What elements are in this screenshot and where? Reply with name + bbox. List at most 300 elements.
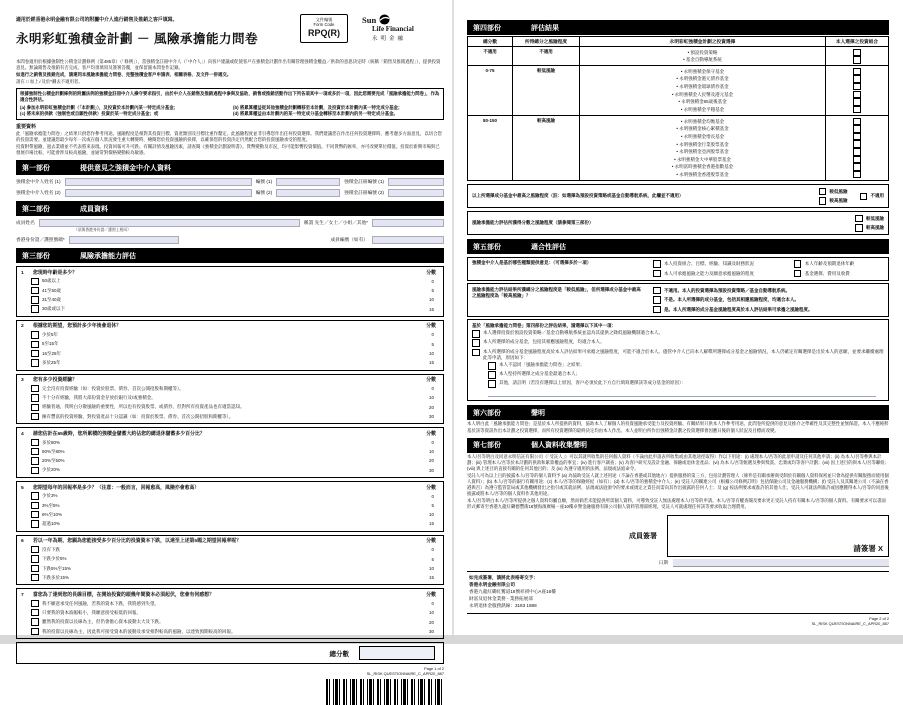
checkbox[interactable]	[794, 260, 802, 268]
page-1	[8, 6, 450, 677]
option-score: 5	[431, 341, 434, 347]
member-name-row	[16, 219, 444, 227]
option-label: 16至25年	[42, 350, 62, 356]
checkbox[interactable]	[31, 296, 39, 304]
question-option	[21, 331, 439, 339]
option-score: 10	[428, 351, 434, 357]
department: 財富及退休金業務 - 業務拓展部	[469, 595, 533, 601]
option-label: 沒有下跌	[42, 546, 60, 552]
pics-paragraph: 本人/吾等明白及同意永明信託有限公司（「受託人」）可以其就所收集的任何個人資料（不論由此申請表所收集或由其他途徑取得）作以下用途：(i) 處理本人/吾等的此項申請及任何其他申請；(ii) 為本人/吾等參與本計劃；(iii) 管理本人/吾等於本計劃的供款和累算權益的事宜；(iv) 進行客戶調查；(v) 為客戶研究及設計金融、保險或退休金產品；(vi) 為本人/吾等甄選及參與獎賞、忠實或均等客戶計劃；(vii) 因上述目的與本人/吾等聯絡；(viii) 與上述目的直接有關的任何其他目的；及 (ix) 為遵守適用的法例、法規或法庭命令。	[467, 453, 889, 471]
question-block	[16, 588, 444, 639]
option-label: 20%至50%	[42, 458, 65, 464]
total-score-row	[16, 642, 444, 664]
checkbox-option	[653, 306, 884, 314]
option-label: 其他，請註明（若沒有選擇以上原因，客戶必須於此下方自行填寫選擇該等成分基金的原因）：	[499, 380, 686, 386]
intermediary-name-input-2[interactable]	[65, 189, 252, 197]
score-risk-note	[467, 211, 889, 235]
fund-option: • 基金自動導航系統	[683, 57, 722, 63]
checkbox[interactable]	[31, 457, 39, 465]
option-label: 下跌5%至15%	[42, 565, 72, 571]
checkbox[interactable]	[31, 404, 39, 412]
company-name: 香港永明金融有限公司	[469, 582, 515, 588]
score-header: 分數	[426, 539, 436, 545]
score-header: 分數	[426, 431, 436, 437]
option-score: 30	[428, 467, 434, 473]
question-option	[21, 296, 439, 304]
checkbox[interactable]	[31, 600, 39, 608]
option-label: 較高風險	[866, 225, 884, 230]
checkbox[interactable]	[31, 385, 39, 393]
fund-option: • 永明強積金增長基金	[680, 133, 725, 139]
notice-item: (d) 將累算權益由本計劃內的某一特定成分基金轉移至本計劃內的另一特定成分基金。	[233, 110, 398, 116]
option-label: 我不願意承受任何風險，若我的資本下跌，我將感到失望。	[42, 600, 159, 606]
checkbox[interactable]	[31, 448, 39, 456]
suitability-option	[472, 339, 884, 347]
total-score-input[interactable]	[359, 646, 435, 660]
checkbox-option	[819, 188, 848, 196]
part2-title: 成員資料	[80, 205, 108, 213]
option-label: 多於80%	[42, 439, 61, 445]
page-2	[459, 6, 895, 635]
option-score: 10	[428, 512, 434, 518]
checkbox[interactable]	[31, 439, 39, 447]
question-option	[21, 467, 439, 475]
score-header: 分數	[426, 270, 436, 276]
option-label: 不適用。本人的投資選擇為預設投資策略／基金自動導航系統。	[664, 287, 791, 293]
part2-header	[16, 201, 444, 216]
member-name-note: （須與香港身份證／護照上相同）	[74, 228, 131, 233]
signature-label: 成員簽署	[629, 533, 657, 541]
signature-box[interactable]	[667, 515, 889, 557]
fund-option: • 永明強積金港元債券基金	[676, 76, 729, 82]
checkbox[interactable]	[472, 339, 480, 347]
question-option	[21, 350, 439, 358]
option-label: 是。本人所選擇的成分基金風險程度高於本人評估結果可承擔之風險程度。	[664, 306, 813, 312]
total-score-label: 總分數	[329, 650, 349, 658]
risk-level: 較低風險	[513, 66, 580, 116]
table-row	[468, 116, 889, 181]
question-number: 7	[21, 592, 24, 598]
question-option	[21, 520, 439, 528]
option-label: 經驗普通，我明白分散風險的重要性，所以也有投資股票、或債券，但對所有投資產品也有適當認知。	[42, 404, 245, 410]
option-label: 下跌多於15%	[42, 574, 70, 580]
option-score: 15	[428, 360, 434, 366]
checkbox[interactable]	[853, 56, 861, 64]
question-option	[21, 341, 439, 349]
advice-basis-options	[653, 260, 884, 277]
intermediary-reg-label-1: 強積金註冊編號 (1)	[344, 179, 384, 185]
intermediary-code-label-1: 編號 (1)	[255, 179, 273, 185]
part4-header-row	[468, 37, 889, 47]
sunlife-globe-icon	[379, 14, 390, 25]
question-title: 根據您的期望，您預計多少年後會退休？	[33, 324, 122, 330]
part6-header	[467, 405, 889, 420]
checkbox[interactable]	[31, 574, 39, 582]
page-divider	[452, 0, 454, 635]
checkbox-option	[653, 260, 784, 268]
checkbox[interactable]	[488, 380, 496, 388]
checkbox[interactable]	[31, 467, 39, 475]
checkbox[interactable]	[853, 171, 861, 179]
notice-lead: 根據強制性公積金計劃條例的附屬法例的強積金註冊中介人操守要求指引，由於中介人在銷售及推銷過程中參與及協助，銷售或推銷活動作出下列各項其中一項或多於一項，因此您需要完成「風險承擔能力問卷」，作為適合性評估。	[20, 91, 440, 103]
checkbox[interactable]	[31, 511, 39, 519]
fund-option: • 永明強積金亞洲股票基金	[676, 149, 729, 155]
question-block	[16, 266, 444, 317]
risk-mismatch-options	[653, 287, 884, 314]
checkbox[interactable]	[853, 140, 861, 148]
option-label: 少於5年	[42, 332, 59, 338]
question-title: 請您估計在65歲時，您所累積的強積金儲蓄大約佔您的總退休儲蓄多少百分比？	[33, 431, 205, 437]
option-score: 0	[431, 547, 434, 553]
suitability-choice-options	[472, 330, 884, 397]
part4-body	[468, 47, 889, 181]
intermediary-code-input-1[interactable]	[276, 178, 340, 186]
question-option	[21, 404, 439, 412]
question-option	[21, 609, 439, 617]
question-number: 4	[21, 431, 24, 437]
suitability-sub-option	[488, 371, 884, 379]
checkbox[interactable]	[31, 555, 39, 563]
option-score: 10	[428, 449, 434, 455]
suitability-option	[472, 349, 884, 361]
question-option	[21, 546, 439, 554]
score-range: 0-75	[468, 66, 513, 116]
pics-paragraph: 本人/吾等明白本人/吾等所提供之個人資料均屬自願，然而倘若未能提供所需個人資料，可導致受託人無法處理本人/吾等的申請。本人/吾等有權查閱及要求更正受託人持有有關本人/吾等的個人資料。有關要求可以書面形式郵寄至香港九龍紅磡德豐街18號海濱廣場一座10樓卓譽金融服務有限公司個人資料管理部經理。受託人可就處理任何該等要求收取合理費用。	[467, 498, 886, 510]
intermediary-code-input-2[interactable]	[276, 189, 340, 197]
checkbox[interactable]	[31, 305, 39, 313]
option-label: 本人可承擔風險之能力及願意承擔風險的程度	[664, 270, 755, 276]
member-id-row	[16, 236, 444, 244]
question-title: 若以一年為期，您願為您能接受多少百分比的投資資本下跌，以達至上述第5題之期望回報率呢？	[33, 539, 242, 545]
date-row	[467, 559, 889, 567]
option-label: 本人不認同「風險承擔能力問卷」之結果；	[499, 362, 585, 368]
notice-item: (b) 將累算權益從其他強積金計劃轉移至本計劃，及投資於本計劃內某一特定成分基金；	[233, 104, 403, 110]
option-score: 0	[431, 439, 434, 445]
question-block	[16, 427, 444, 478]
checkbox[interactable]	[472, 349, 480, 357]
checkbox[interactable]	[31, 609, 39, 617]
score-header: 分數	[426, 324, 436, 330]
page2-form-reference: SL_RISK QUESTIONNAIRE_C_APR20_887	[811, 621, 889, 627]
option-score: 5	[431, 502, 434, 508]
checkbox-option	[653, 287, 884, 295]
intermediary-code-label-2: 編號 (2)	[255, 190, 273, 196]
date-label: 日期	[658, 560, 668, 566]
checkbox[interactable]	[31, 350, 39, 358]
checkbox[interactable]	[31, 331, 39, 339]
question-option	[21, 278, 439, 286]
option-label: 少於20%	[42, 467, 61, 473]
question-block	[16, 481, 444, 532]
checkbox[interactable]	[653, 270, 661, 278]
option-score: 0	[431, 278, 434, 284]
option-label: 31至40歲	[42, 297, 62, 303]
question-block	[16, 320, 444, 371]
risk-level: 較高風險	[513, 116, 580, 181]
part5-header	[467, 239, 889, 254]
score-risk-options	[855, 215, 884, 232]
checkbox-option	[653, 296, 884, 304]
page1-footer	[16, 666, 444, 677]
question-option	[21, 565, 439, 573]
checkbox[interactable]	[860, 193, 868, 201]
question-option	[21, 555, 439, 563]
part3-header	[16, 248, 444, 263]
part2-number: 第二部份	[22, 205, 50, 213]
sign-here-hint: 請簽署 X	[853, 544, 883, 554]
checkbox[interactable]	[853, 75, 861, 83]
option-label: 不是。本人所選擇的成分基金，包括其相應風險程度，均適合本人。	[664, 297, 800, 302]
suitability-choice-lead: 基於「風險承擔能力問卷」第四部份之評估結果，請選擇以下其中一項：	[472, 322, 616, 328]
intermediary-name-label-1: 強積金中介人姓名 (1)	[16, 179, 61, 185]
question-number: 3	[21, 378, 24, 384]
part5-title: 適合性評估	[531, 243, 566, 251]
option-score: 0	[431, 493, 434, 499]
checkbox[interactable]	[31, 341, 39, 349]
option-label: 50%至80%	[42, 448, 65, 454]
option-label: 本人所選擇的成分基金風險程度高於本人評估結果可承擔之風險程度，可能不適合於本人。儘管中介人已向本人解釋所選擇成分基金之風險情況，本人仍確定有關選擇是出於本人的意願，並要求繼續處理此等申請，原因如下：	[483, 348, 884, 360]
question-option	[21, 618, 439, 626]
checkbox[interactable]	[31, 546, 39, 554]
checkbox[interactable]	[853, 148, 861, 156]
return-address-block	[467, 571, 889, 613]
fund-option: • 永明強積金行業股票基金	[676, 141, 729, 147]
option-label: 30歲或以下	[42, 306, 66, 312]
checkbox[interactable]	[853, 125, 861, 133]
important-heading: 重要資料	[16, 123, 37, 130]
checkbox[interactable]	[31, 394, 39, 402]
page-title: 永明彩虹強積金計劃 － 風險承擔能力問卷	[16, 32, 258, 46]
option-label: 本人投資組合、目標、經驗、知識及財務狀況	[664, 261, 755, 266]
checkbox[interactable]	[819, 197, 827, 205]
option-label: 3%至5%	[42, 502, 60, 508]
form-code-label-en: Form Code	[313, 22, 335, 28]
question-option	[21, 305, 439, 313]
checkbox[interactable]	[855, 215, 863, 223]
fund-option: • 永明強積金大中華股票基金	[674, 156, 731, 162]
option-score: 10	[428, 565, 434, 571]
hkid-label: 香港身份證／護照號碼*	[16, 237, 65, 243]
checkbox[interactable]	[853, 163, 861, 171]
header-note: 適用於經香港永明金融有限公司的附屬中介人進行銷售及推銷之客戶填寫。	[16, 18, 178, 23]
option-score: 20	[428, 458, 434, 464]
option-score: 15	[428, 521, 434, 527]
member-name-input[interactable]	[39, 219, 300, 227]
important-paragraph-1: 此「風險承擔能力問卷」之結果只供您作參考用途。風險程度是相對其投資目標、資產類別及目標比重作釐定。此風險程度並非引導您作出任何投資選擇。我們建議您在作出任何投資選擇時，應考慮多方面意見，以切合您的投資需要。並建議您最少每年一次或在個人狀況發生重大轉變時，檢閱您於投資風險的抉擇，以確保您的投資決定仍然配合您的投資風險承受的程度。	[16, 130, 442, 143]
checkbox[interactable]	[853, 133, 861, 141]
checkbox[interactable]	[853, 106, 861, 114]
option-label: 本人所選擇的成分基金，包括其相應風險程度，均適合本人。	[483, 339, 605, 345]
page2-page-number: Page 2 of 2	[869, 615, 889, 621]
checkbox[interactable]	[31, 520, 39, 528]
intermediary-reg-input-2[interactable]	[388, 189, 444, 197]
checkbox[interactable]	[31, 359, 39, 367]
suitability-choice-row	[467, 319, 889, 401]
option-label: 擁有豐富的投資經驗，對投資產品十分認識（如：投資於股票、債券、首次公開招股和期權等）。	[42, 413, 234, 419]
question-number: 1	[21, 270, 24, 276]
fund-option: • 永明強積金保守基金	[680, 68, 725, 74]
question-option	[21, 600, 439, 608]
fund-option: • 永明強積金65歲後基金	[678, 99, 727, 105]
option-label: 本人年齡及預期退休年齡	[804, 261, 855, 266]
fund-option: • 永明強積金環球債券基金	[676, 84, 729, 90]
part3-title: 風險承擔能力評估	[80, 252, 136, 260]
option-label: 下跌少於5%	[42, 556, 67, 562]
option-score: 15	[428, 575, 434, 581]
part1-title: 提供意見之強積金中介人資料	[80, 164, 171, 172]
checkbox-option	[819, 197, 848, 205]
highest-risk-options	[819, 188, 885, 205]
question-option	[21, 439, 439, 447]
intermediary-reg-input-1[interactable]	[388, 178, 444, 186]
column-header: 所得總分之風險程度	[513, 37, 580, 47]
option-label: 基金選擇、費用及收費	[804, 270, 850, 276]
score-header: 分數	[426, 378, 436, 384]
important-paragraph-2: 投資附帶風險，過去業績並不代表將來表現。投資回報可升可跌。有關詳情及風險因素，請查閱《強積金計劃說明書》。貨幣變動及市況，均可能影響投資價值。不同貨幣的匯率，亦可改變單位價值。投資於新興市場與已發展市場比較，可能會涉及較高風險，並通常對價格變動較為敏感。	[16, 144, 440, 156]
checkbox[interactable]	[653, 306, 661, 314]
checkbox[interactable]	[31, 492, 39, 500]
option-score: 10	[428, 297, 434, 303]
option-score: 15	[428, 306, 434, 312]
part7-number: 第七部份	[473, 442, 501, 450]
salutation-label: 稱謂 先生／女士／小姐／其他*	[303, 220, 368, 226]
part7-header	[467, 438, 889, 453]
checkbox[interactable]	[653, 260, 661, 268]
checkbox[interactable]	[31, 618, 39, 626]
member-no-label: 成員編號（如有）	[330, 237, 368, 243]
part3-questions	[16, 266, 444, 639]
risk-mismatch-label: 風險承擔能力評估結果所獲總分之風險程度是「較低風險」，但所選擇成分基金中最高之風險程度為「較高風險」？	[472, 286, 641, 299]
column-header: 永明彩虹強積金計劃之投資選擇	[580, 37, 826, 47]
checkbox[interactable]	[819, 188, 827, 196]
checkbox[interactable]	[794, 270, 802, 278]
option-label: 較低風險	[829, 188, 848, 194]
tick-instruction: 請在 □ 加上✓及於*刪去不適用者。	[16, 79, 83, 85]
checkbox[interactable]	[853, 156, 861, 164]
risk-mismatch-row	[467, 283, 889, 317]
checkbox[interactable]	[31, 628, 39, 636]
form-code-box	[300, 14, 348, 43]
logo-word-sun: Sun	[362, 14, 377, 25]
question-option	[21, 394, 439, 402]
option-label: 本人選擇投資於預設投資策略／基金自動導航系統並認為其提供之降低風險機制適合本人。	[483, 330, 663, 336]
assessment-result-table	[467, 36, 889, 181]
score-header: 分數	[426, 485, 436, 491]
column-header: 總分數	[468, 37, 513, 47]
member-no-input[interactable]	[372, 236, 444, 244]
option-score: 30	[428, 628, 434, 634]
advice-basis-label: 強積金中介人是基於哪些種類提供意見：（可選擇多於一項）	[472, 260, 592, 266]
part6-number: 第六部份	[473, 409, 501, 417]
question-number: 2	[21, 324, 24, 330]
suitability-option	[472, 330, 884, 338]
form-code-label-cn: 文件編號	[315, 17, 333, 22]
page1-header	[16, 12, 444, 56]
date-input[interactable]	[673, 559, 889, 567]
checkbox[interactable]	[653, 296, 661, 304]
company-address: 香港九龍紅磡紅鸞道18號祥祺中心A座16樓	[469, 589, 556, 595]
suitability-sub-option	[488, 362, 884, 370]
checkbox[interactable]	[853, 118, 861, 126]
question-option	[21, 511, 439, 519]
checkbox[interactable]	[31, 287, 39, 295]
checkbox[interactable]	[31, 565, 39, 573]
advice-basis-row	[467, 257, 889, 281]
member-name-label: 成員姓名	[16, 220, 35, 226]
option-label: 較低風險	[866, 215, 884, 221]
score-range: 不適用	[468, 47, 513, 66]
option-score: 20	[428, 404, 434, 410]
checkbox[interactable]	[472, 330, 480, 338]
option-score: 0	[431, 386, 434, 392]
option-score: 0	[431, 600, 434, 606]
question-option	[21, 359, 439, 367]
checkbox-option	[855, 224, 884, 232]
question-title: 您期望每年的回報率是多少？（注意：一般而言，回報愈高，風險亦會愈高）	[33, 485, 200, 491]
score-risk-label: 風險承擔能力評估所獲得分數之風險程度（請參閱第三部份）	[472, 220, 594, 226]
checkbox[interactable]	[488, 362, 496, 370]
question-option	[21, 628, 439, 636]
column-header: 本人選擇之投資組合	[826, 37, 889, 47]
intermediary-name-input-1[interactable]	[65, 178, 252, 186]
option-label: 不適用	[870, 193, 884, 199]
checkbox[interactable]	[853, 68, 861, 76]
page1-form-reference: SL_RISK QUESTIONNAIRE_C_APR20_887	[366, 671, 444, 677]
fund-option: • 永明強積金人民幣及港元基金	[671, 91, 734, 97]
question-block	[16, 374, 444, 425]
option-score: 30	[428, 414, 434, 420]
checkbox[interactable]	[853, 83, 861, 91]
hkid-input[interactable]	[69, 236, 179, 244]
checkbox[interactable]	[853, 49, 861, 57]
option-label: 少於3%	[42, 493, 58, 499]
page2-footer	[467, 616, 889, 627]
checkbox[interactable]	[855, 224, 863, 232]
checkbox[interactable]	[853, 91, 861, 99]
fund-option: • 永明強積金平穩基金	[680, 106, 725, 112]
option-label: 較高風險	[829, 198, 848, 203]
risk-level: 不適用	[513, 47, 580, 66]
option-score: 5	[431, 288, 434, 294]
fund-option: • 永明富時強積金香港指數基金	[671, 164, 734, 170]
return-instruction: 如完成簽署，請將此表格寄交予：	[469, 575, 538, 581]
question-title: 您有多少投資經驗？	[33, 378, 78, 384]
question-option	[21, 385, 439, 393]
part5-number: 第五部份	[473, 243, 501, 251]
checkbox[interactable]	[31, 502, 39, 510]
part1-number: 第一部份	[22, 164, 50, 172]
checkbox[interactable]	[653, 287, 661, 295]
highest-risk-note	[467, 184, 889, 208]
suitability-sub-option	[488, 380, 884, 388]
checkbox[interactable]	[31, 413, 39, 421]
checkbox[interactable]	[31, 278, 39, 286]
checkbox-option	[855, 215, 884, 223]
pics-paragraph: 受託人可為以上目的披露本人/吾等的個人資料予 (a) 為協助受託人就上述用途（不論在香港或其他地方）提供服務的第三方，包括計劃管理人（條件是有關承辦商受制於有關個人資料保密並只會為提供有關服務而使用個人資料）；(b) 本人/吾等的銀行有關用途；(c) 本人/吾等的保險經紀（如有）；(d) 本人/吾等的強積金中介人；(e) 受託人的關連公司（根據公司條例訂明）包括保險公司及金融服務機構；(f) 受託人及其關連公司（不論在香港與否）為遵守監管當局或其他機構發出之指引或其就法例、法規或法庭頒令的要求或規定之責任而需向其作出披露的任何人士；及 (g) 按法例要求或准許的其他人仕。受託人可就法例准許或因應獲得本人/吾等的同意後披露或將本人/吾等的個人資料作其他用途。	[467, 472, 889, 497]
score-header: 分數	[426, 592, 436, 598]
option-label: 雖然我的投資以長線為主，但仍會擔心資本波動太大及下跌。	[42, 619, 164, 625]
checkbox[interactable]	[488, 371, 496, 379]
question-option	[21, 413, 439, 421]
other-reason-input[interactable]	[488, 390, 876, 397]
declaration-text: 本人明白此「風險承擔能力問卷」是基於本人所提供的資料，協助本人了解個人的投資風險承受能力及投資經驗。有關結果只供本人作參考用途。此問卷所提供的意見及推介之準確性及其完整性並無保證。本人不應純粹基於該等資訊作出本計劃之投資選擇，而所有投資選擇的最終決定均由本人作出。本人並明白所作出強積金計劃之投資選擇會因應日後的個人狀況及目標而改變。	[467, 421, 889, 433]
score-range: 80-150	[468, 116, 513, 181]
option-score: 5	[431, 556, 434, 562]
logo-chinese: 永明金融	[372, 36, 407, 42]
highest-risk-label: 以上所選擇成分基金中最高之風險程度（註：如選擇為預設投資策略或基金自動導航系統，此欄並不適用）	[472, 193, 684, 199]
salutation-input[interactable]	[372, 219, 444, 227]
checkbox[interactable]	[853, 98, 861, 106]
